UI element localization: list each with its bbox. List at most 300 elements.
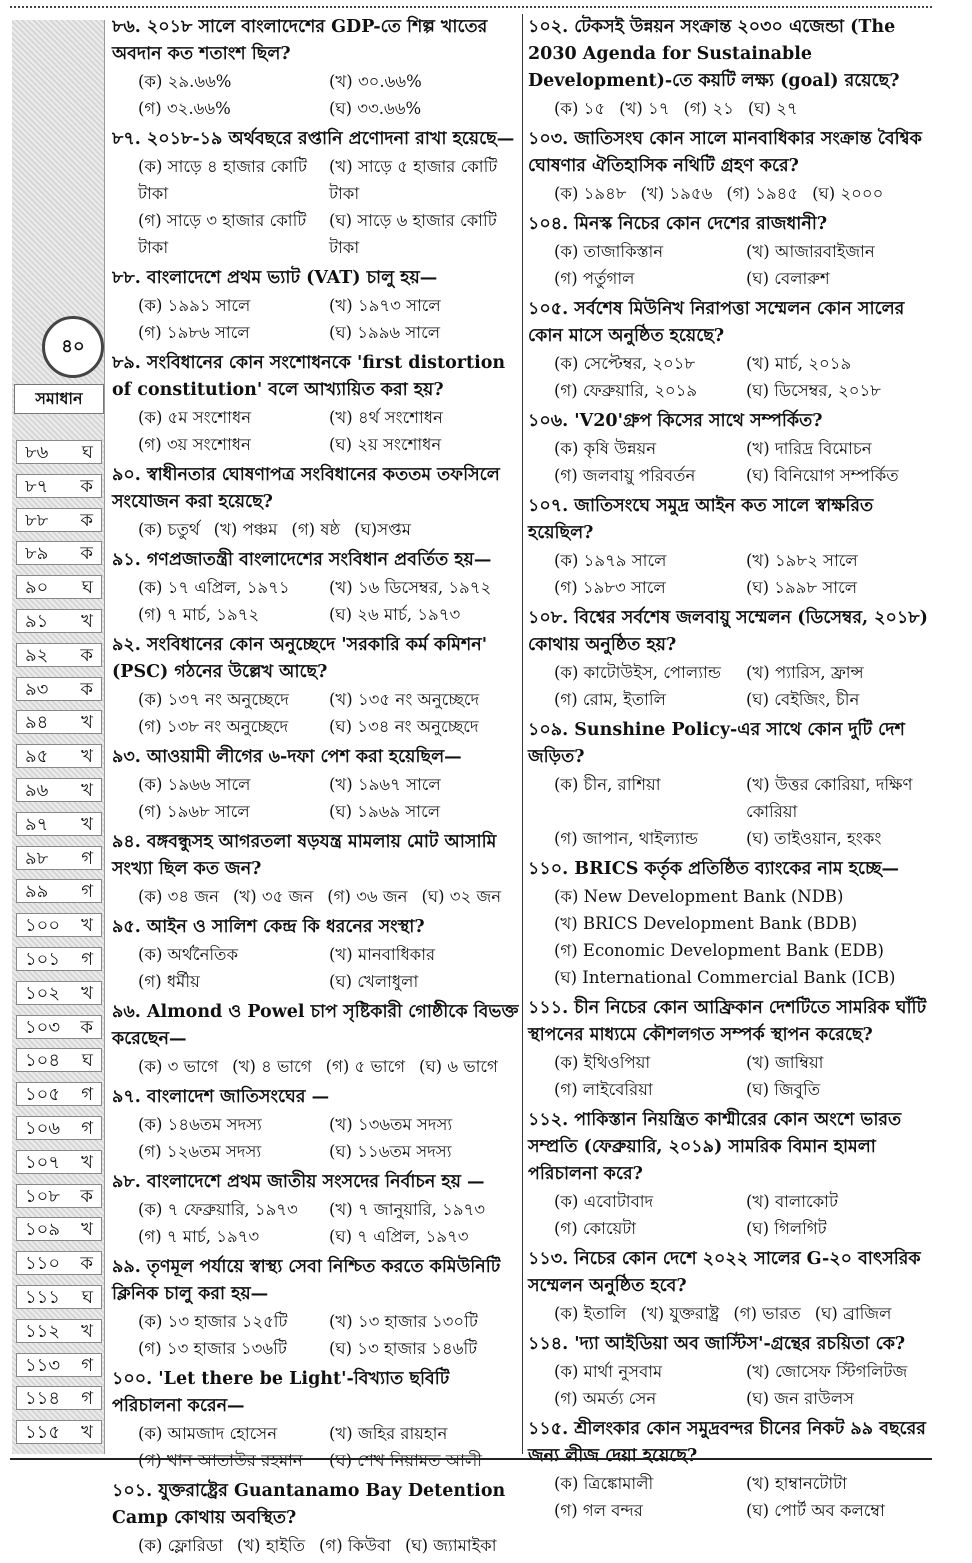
question-text: ৯৬. Almond ও Powel চাপ সৃষ্টিকারী গোষ্ঠীকে বিভক্ত করেছেন— <box>112 1002 519 1049</box>
answer-option: (ক) মার্থা নুসবাম <box>554 1362 663 1381</box>
answer-number: ১০৬ <box>25 1118 61 1139</box>
answer-option: (ঘ) ডিসেম্বর, ২০১৮ <box>746 381 881 400</box>
answer-option: (খ) ৩৫ জন <box>232 887 314 906</box>
answer-option: (গ) ৫ ভাগে <box>325 1057 406 1076</box>
answer-option: (খ) যুক্তরাষ্ট্র <box>640 1304 720 1323</box>
answer-number: ৮৯ <box>25 543 49 565</box>
answer-option: (ঘ) ২য় সংশোধন <box>329 435 442 454</box>
answer-option: (ঘ) বিনিয়োগ সম্পর্কিত <box>746 466 899 485</box>
answer-option: (ক) ১৯৬৬ সালে <box>138 775 251 794</box>
question-block <box>528 493 938 601</box>
answer-option: (ক) ১৯৭৯ সালে <box>554 551 667 570</box>
answer-letter: ক <box>80 475 93 497</box>
answer-option: (ঘ) ৬ ভাগে <box>419 1057 498 1076</box>
answer-option: (ঘ) পোর্ট অব কলম্বো <box>746 1501 885 1520</box>
answer-letter: ঘ <box>81 1287 93 1308</box>
question-block <box>528 717 938 852</box>
answer-option: (ক) কৃষি উন্নয়ন <box>554 439 657 458</box>
question-block <box>528 296 938 404</box>
answer-key-row <box>16 812 102 836</box>
answer-key-row <box>16 778 102 802</box>
answer-option: (ঘ) জ্যামাইকা <box>404 1536 497 1555</box>
solution-title: সমাধান <box>14 384 104 414</box>
answer-letter: খ <box>81 813 93 835</box>
left-question-column <box>112 14 520 1563</box>
answer-key-row <box>16 710 102 734</box>
answer-number: ৯৪ <box>25 712 49 734</box>
answer-number: ১১১ <box>25 1287 61 1308</box>
answer-letter: খ <box>81 1219 93 1241</box>
answer-key-row <box>16 1420 102 1444</box>
answer-key-row <box>16 981 102 1005</box>
answer-option: (খ) ১৯৬৭ সালে <box>329 775 441 794</box>
answer-key-row <box>16 609 102 633</box>
options-grid <box>112 883 520 910</box>
answer-option: (ক) ইতালি <box>554 1304 627 1323</box>
answer-number: ১১০ <box>25 1253 61 1275</box>
question-block <box>112 265 520 346</box>
answer-number: ১০৫ <box>25 1084 61 1106</box>
answer-number: ১০০ <box>25 915 61 937</box>
answer-option: (গ) ৩য় সংশোধন <box>138 435 251 454</box>
answer-option: (ঘ) ৭ এপ্রিল, ১৯৭৩ <box>329 1227 469 1246</box>
options-grid <box>112 686 520 740</box>
answer-option: (গ) কিউবা <box>318 1536 391 1555</box>
question-block <box>112 632 520 740</box>
answer-option: (খ) ১৩৬তম সদস্য <box>329 1115 453 1134</box>
answer-option: (ক) ১৭ এপ্রিল, ১৯৭১ <box>138 578 290 597</box>
answer-option: (ক) ৩৪ জন <box>138 887 219 906</box>
answer-option: (খ) ১৭ <box>619 99 670 118</box>
answer-option: (গ) ১৯৬৮ সালে <box>138 802 250 821</box>
answer-option: (ক) ১৩৭ নং অনুচ্ছেদে <box>138 690 289 709</box>
answer-number: ১০৩ <box>25 1016 61 1038</box>
question-text: ১১৫. শ্রীলংকার কোন সমুদ্রবন্দর চীনের নিকট ৯৯ বছরের জন্য লীজ দেয়া হয়েছে? <box>528 1419 926 1466</box>
answer-key-row <box>16 677 102 701</box>
options-grid <box>112 1053 520 1080</box>
answer-letter: ক <box>80 509 93 531</box>
answer-key-row <box>16 1048 102 1072</box>
answer-option: (ঘ) গিলগিট <box>746 1219 827 1238</box>
answer-option: (খ) জহির রায়হান <box>329 1424 448 1443</box>
answer-option: (ক) ৩ ভাগে <box>138 1057 219 1076</box>
answer-option: (গ) ৭ মার্চ, ১৯৭৩ <box>138 1227 260 1246</box>
answer-option: (খ) মানবাধিকার <box>329 945 436 964</box>
options-grid <box>112 1196 520 1250</box>
question-text: ৯৪. বঙ্গবন্ধুসহ আগরতলা ষড়যন্ত্র মামলায় মোট আসামি সংখ্যা ছিল কত জন? <box>112 832 497 879</box>
question-block <box>112 1254 520 1362</box>
options-grid <box>112 1111 520 1165</box>
options-grid <box>112 516 520 543</box>
answer-key-row <box>16 1217 102 1241</box>
answer-option: (খ) ৭ জানুয়ারি, ১৯৭৩ <box>329 1200 485 1219</box>
answer-option: (গ) পর্তুগাল <box>554 269 635 288</box>
answer-option: (খ) সাড়ে ৫ হাজার কোটি টাকা <box>329 157 498 203</box>
answer-option: (ক) তাজাকিস্তান <box>554 242 664 261</box>
question-text: ১১১. চীন নিচের কোন আফ্রিকান দেশটিতে সামরিক ঘাঁটি স্থাপনের মাধ্যমে কৌশলগত সম্পর্ক স্থাপন করেছে? <box>528 998 927 1045</box>
answer-option: (খ) জোসেফ স্টিগলিটজ <box>746 1362 908 1381</box>
answer-option: (ক) ৫ম সংশোধন <box>138 408 252 427</box>
answer-option: (ঘ) ৩২ জন <box>421 887 502 906</box>
answer-option: (ঘ) বেলারুশ <box>746 269 830 288</box>
answer-option: (গ) অমর্ত্য সেন <box>554 1389 657 1408</box>
answer-option: (ক) ৭ ফেব্রুয়ারি, ১৯৭৩ <box>138 1200 298 1219</box>
question-text: ১১২. পাকিস্তান নিয়ন্ত্রিত কাশ্মীরের কোন অংশে ভারত সম্প্রতি (ফেব্রুয়ারি, ২০১৯) সামরিক বিমান হামলা পরিচালনা করে? <box>528 1110 902 1184</box>
options-grid <box>112 1308 520 1362</box>
answer-number: ১১৪ <box>25 1388 61 1410</box>
answer-number: ১১৫ <box>25 1422 61 1444</box>
answer-option: (ক) সাড়ে ৪ হাজার কোটি টাকা <box>138 157 308 203</box>
question-block <box>528 408 938 489</box>
answer-option: (ক) ২৯.৬৬% <box>138 72 232 91</box>
question-block <box>112 1084 520 1165</box>
answer-key-row <box>16 744 102 768</box>
options-grid <box>528 180 938 207</box>
answer-option: (গ) সাড়ে ৩ হাজার কোটি টাকা <box>138 211 307 257</box>
answer-letter: ক <box>80 1253 93 1275</box>
answer-option: (ঘ) বেইজিং, চীন <box>746 690 860 709</box>
top-dotted-rule <box>10 6 932 8</box>
answer-key-row <box>16 1285 102 1309</box>
question-text: ৯৫. আইন ও সালিশ কেন্দ্র কি ধরনের সংস্থা? <box>112 917 425 937</box>
question-block <box>528 605 938 713</box>
answer-option: (গ) গল বন্দর <box>554 1501 643 1520</box>
bottom-rule <box>10 1458 932 1460</box>
question-text: ৯০. স্বাধীনতার ঘোষণাপত্র সংবিধানের কততম তফসিলে সংযোজন করা হয়েছে? <box>112 465 500 512</box>
answer-option: (গ) ধর্মীয় <box>138 972 200 991</box>
answer-letter: ঘ <box>81 1050 93 1072</box>
answer-number: ৯৩ <box>25 678 49 700</box>
options-grid <box>528 238 938 292</box>
options-grid <box>112 1420 520 1474</box>
answer-key-row <box>16 440 102 464</box>
answer-option: (খ) হাম্বানটোটা <box>746 1474 847 1493</box>
question-text: ১১৩. নিচের কোন দেশে ২০২২ সালের G-২০ বাৎসরিক সম্মেলন অনুষ্ঠিত হবে? <box>528 1249 921 1296</box>
answer-option: (ক) চতুর্থ <box>138 520 200 539</box>
options-grid <box>528 547 938 601</box>
answer-key-row <box>16 1353 102 1377</box>
answer-option: (ঘ) ২০০০ <box>812 184 884 203</box>
answer-option: (ক) এবোটাবাদ <box>554 1192 654 1211</box>
answer-key-row <box>16 913 102 937</box>
options-grid <box>112 153 520 261</box>
question-block <box>528 1246 938 1327</box>
answer-key-row <box>16 1251 102 1275</box>
answer-option: (ঘ) ১৯৯৬ সালে <box>329 323 441 342</box>
answer-number: ৮৬ <box>25 442 49 463</box>
question-text: ৯৯. তৃণমূল পর্যায়ে স্বাস্থ্য সেবা নিশ্চিত করতে কমিউনিটি ক্লিনিক চালু করা হয়— <box>112 1257 501 1304</box>
answer-key-row <box>16 1386 102 1410</box>
answer-letter: ক <box>80 1185 93 1207</box>
question-block <box>528 1331 938 1412</box>
answer-letter: খ <box>81 712 93 734</box>
answer-option: (ঘ) ১৯৯৮ সালে <box>746 578 857 597</box>
answer-number: ৯৮ <box>25 847 49 869</box>
answer-option: (গ) ১৯৮৩ সালে <box>554 578 666 597</box>
answer-option: (গ) ১৩৮ নং অনুচ্ছেদে <box>138 717 289 736</box>
options-grid <box>528 435 938 489</box>
answer-option: (ক) ফ্লোরিডা <box>138 1536 223 1555</box>
answer-letter: ঘ <box>81 577 93 599</box>
right-question-column <box>528 14 938 1528</box>
answer-key-row <box>16 1319 102 1343</box>
question-block <box>528 14 938 122</box>
answer-option: (ক) কাটোউইস, পোল্যান্ড <box>554 663 721 682</box>
answer-option: (গ) কোয়েটা <box>554 1219 637 1238</box>
answer-number: ৯৯ <box>25 881 49 903</box>
question-block <box>112 914 520 995</box>
answer-letter: গ <box>81 949 93 970</box>
answer-option: (গ) জাপান, থাইল্যান্ড <box>554 829 698 848</box>
column-divider <box>522 14 523 1454</box>
question-text: ১০২. টেকসই উন্নয়ন সংক্রান্ত ২০৩০ এজেন্ডা (The 2030 Agenda for Sustainable Development)-তে কয়টি লক্ষ্য (goal) রয়েছে? <box>528 17 900 91</box>
answer-option: (ঘ) সাড়ে ৬ হাজার কোটি টাকা <box>329 211 497 257</box>
options-grid <box>112 941 520 995</box>
question-text: ৯১. গণপ্রজাতন্ত্রী বাংলাদেশের সংবিধান প্রবর্তিত হয়— <box>112 550 492 570</box>
answer-option: (ঘ) ১১৬তম সদস্য <box>329 1142 452 1161</box>
question-text: ৮৮. বাংলাদেশে প্রথম ভ্যাট (VAT) চালু হয়— <box>112 268 438 288</box>
answer-option: (গ) ১৯৮৬ সালে <box>138 323 250 342</box>
answer-letter: খ <box>81 982 93 1004</box>
answer-option: (গ) জলবায়ু পরিবর্তন <box>554 466 696 485</box>
question-block <box>528 856 938 991</box>
question-text: ৮৯. সংবিধানের কোন সংশোধনকে 'first distortion of constitution' বলে আখ্যায়িত করা হয়? <box>112 353 506 400</box>
question-text: ৯২. সংবিধানের কোন অনুচ্ছেদে 'সরকারি কর্ম কমিশন' (PSC) গঠনের উল্লেখ আছে? <box>112 635 488 682</box>
answer-number: ১০৪ <box>25 1050 61 1072</box>
question-text: ৮৭. ২০১৮-১৯ অর্থবছরে রপ্তানি প্রণোদনা রাখা হয়েছে— <box>112 129 515 149</box>
question-block <box>112 462 520 543</box>
question-text: ৯৭. বাংলাদেশ জাতিসংঘের — <box>112 1087 330 1107</box>
answer-number: ৮৮ <box>25 509 49 531</box>
question-text: ১০৮. বিশ্বের সর্বশেষ জলবায়ু সম্মেলন (ডিসেম্বর, ২০১৮) কোথায় অনুষ্ঠিত হয়? <box>528 608 928 655</box>
question-block <box>528 995 938 1103</box>
answer-option: (গ) ষষ্ঠ <box>291 520 341 539</box>
answer-option: (ঘ) ১৩৪ নং অনুচ্ছেদে <box>329 717 479 736</box>
answer-option: (ঘ) খেলাধুলা <box>329 972 419 991</box>
answer-letter: খ <box>81 780 93 801</box>
edition-badge: ৪০ <box>42 316 104 378</box>
question-text: ৯৮. বাংলাদেশে প্রথম জাতীয় সংসদের নির্বাচন হয় — <box>112 1172 485 1192</box>
answer-option: (গ) লাইবেরিয়া <box>554 1080 653 1099</box>
options-grid <box>528 1300 938 1327</box>
options-grid <box>528 771 938 852</box>
options-grid <box>112 68 520 122</box>
question-block <box>112 744 520 825</box>
options-grid <box>112 404 520 458</box>
answer-letter: গ <box>81 847 93 869</box>
answer-option: (গ) ১২৬তম সদস্য <box>138 1142 262 1161</box>
answer-letter: ক <box>80 678 93 700</box>
answer-option: (খ) দারিদ্র বিমোচন <box>746 439 872 458</box>
answer-option: (ক) ১৫ <box>554 99 606 118</box>
answer-option: (খ) প্যারিস, ফ্রান্স <box>746 663 864 682</box>
answer-number: ৯১ <box>25 611 49 632</box>
answer-option: (গ) ২১ <box>683 99 734 118</box>
answer-number: ১১৩ <box>25 1354 61 1376</box>
answer-number: ৮৭ <box>25 475 49 497</box>
answer-key-row <box>16 508 102 532</box>
answer-letter: খ <box>81 746 93 768</box>
options-grid <box>528 1188 938 1242</box>
answer-letter: খ <box>81 915 93 937</box>
answer-option: (ক) অর্থনৈতিক <box>138 945 239 964</box>
options-grid <box>528 350 938 404</box>
answer-option: (খ) ১৯৫৬ <box>640 184 713 203</box>
answer-letter: খ <box>81 611 93 632</box>
answer-option: (ঘ) জিবুতি <box>746 1080 821 1099</box>
answer-option: (খ) ৪ ভাগে <box>232 1057 312 1076</box>
options-grid <box>528 1470 938 1524</box>
question-block <box>528 1416 938 1524</box>
answer-option: (ঘ) শেখ নিয়ামত আলী <box>329 1451 482 1470</box>
answer-option: (গ) ১৩ হাজার ১৩৬টি <box>138 1339 287 1358</box>
answer-option: (ঘ) ব্রাজিল <box>814 1304 892 1323</box>
answer-letter: ঘ <box>81 442 93 463</box>
options-grid <box>528 1049 938 1103</box>
answer-number: ১০৮ <box>25 1185 61 1207</box>
answer-option: (খ) ৩০.৬৬% <box>329 72 422 91</box>
answer-option: (ঘ) ৩৩.৬৬% <box>329 99 422 118</box>
question-block <box>112 126 520 261</box>
question-block <box>528 1107 938 1242</box>
answer-option: (ঘ) ১৯৬৯ সালে <box>329 802 441 821</box>
question-text: ১১৪. 'দ্যা আইডিয়া অব জাস্টিস'-গ্রন্থের রচয়িতা কে? <box>528 1334 906 1354</box>
answer-letter: খ <box>81 1320 93 1342</box>
answer-option: (খ) ১৯৮২ সালে <box>746 551 858 570</box>
answer-number: ৯৫ <box>25 746 49 768</box>
options-grid <box>528 883 938 991</box>
answer-number: ১০৯ <box>25 1219 61 1241</box>
question-block <box>112 14 520 122</box>
options-grid <box>528 1358 938 1412</box>
answer-option: (ক) ১৯৯১ সালে <box>138 296 251 315</box>
answer-option: (ক) ১৩ হাজার ১২৫টি <box>138 1312 288 1331</box>
answer-option: (গ) ৩৬ জন <box>327 887 408 906</box>
answer-option: (ক) ১৪৬তম সদস্য <box>138 1115 262 1134</box>
answer-option: (খ) জাম্বিয়া <box>746 1053 824 1072</box>
answer-option: (খ) ১৩৫ নং অনুচ্ছেদে <box>329 690 480 709</box>
answer-number: ৯২ <box>25 644 49 666</box>
answer-option: (খ) ১৬ ডিসেম্বর, ১৯৭২ <box>329 578 492 597</box>
answer-option: (ঘ) তাইওয়ান, হংকং <box>746 829 882 848</box>
question-text: ১০০. 'Let there be Light'-বিখ্যাত ছবিটি পরিচালনা করেন— <box>112 1369 450 1416</box>
answer-option: (গ) ৭ মার্চ, ১৯৭২ <box>138 605 260 624</box>
answer-key-row <box>16 846 102 870</box>
answer-number: ১০৭ <box>25 1151 61 1173</box>
answer-option: (ক) ইথিওপিয়া <box>554 1053 651 1072</box>
answer-option: (খ) ১৯৭৩ সালে <box>329 296 441 315</box>
answer-number: ৯০ <box>25 577 49 599</box>
answer-key-row <box>16 879 102 903</box>
answer-option: (গ) ফেব্রুয়ারি, ২০১৯ <box>554 381 698 400</box>
answer-option: (ক) চীন, রাশিয়া <box>554 775 661 794</box>
answer-option: (খ) বালাকোট <box>746 1192 838 1211</box>
answer-letter: খ <box>81 1151 93 1173</box>
question-text: ১০৩. জাতিসংঘ কোন সালে মানবাধিকার সংক্রান্ত বৈশ্বিক ঘোষণার ঐতিহাসিক নথিটি গ্রহণ করে? <box>528 129 922 176</box>
answer-key-row <box>16 541 102 565</box>
question-text: ৮৬. ২০১৮ সালে বাংলাদেশের GDP-তে শিল্প খাতের অবদান কত শতাংশ ছিল? <box>112 17 488 64</box>
answer-option: (খ) BRICS Development Bank (BDB) <box>554 914 858 933</box>
answer-option: (ঘ) International Commercial Bank (ICB) <box>554 968 896 987</box>
answer-option: (খ) আজারবাইজান <box>746 242 875 261</box>
answer-option: (ক) সেপ্টেম্বর, ২০১৮ <box>554 354 696 373</box>
options-grid <box>528 659 938 713</box>
answer-key-row <box>16 1082 102 1106</box>
options-grid <box>112 292 520 346</box>
answer-option: (ঘ) ২৬ মার্চ, ১৯৭৩ <box>329 605 461 624</box>
question-text: ১০৬. 'V20'গ্রুপ কিসের সাথে সম্পর্কিত? <box>528 411 823 431</box>
question-block <box>528 211 938 292</box>
answer-option: (গ) ৩২.৬৬% <box>138 99 231 118</box>
question-text: ৯৩. আওয়ামী লীগের ৬-দফা পেশ করা হয়েছিল— <box>112 747 462 767</box>
question-block <box>112 1169 520 1250</box>
answer-option: (খ) ৪র্থ সংশোধন <box>329 408 443 427</box>
answer-option: (খ) মার্চ, ২০১৯ <box>746 354 852 373</box>
answer-option: (গ) খান আতাউর রহমান <box>138 1451 303 1470</box>
answer-key-row <box>16 1184 102 1208</box>
question-block <box>112 1478 520 1559</box>
question-text: ১০৯. Sunshine Policy-এর সাথে কোন দুটি দেশ জড়িত? <box>528 720 905 767</box>
question-block <box>528 126 938 207</box>
answer-letter: ক <box>80 1016 93 1038</box>
options-grid <box>112 771 520 825</box>
answer-option: (ঘ) ২৭ <box>747 99 798 118</box>
answer-number: ১০১ <box>25 949 61 970</box>
answer-letter: খ <box>81 1422 93 1444</box>
answer-option: (খ) ১৩ হাজার ১৩০টি <box>329 1312 478 1331</box>
answer-number: ৯৭ <box>25 813 49 835</box>
answer-option: (ক) New Development Bank (NDB) <box>554 887 844 906</box>
answer-key-row <box>16 1015 102 1039</box>
answer-letter: ক <box>80 543 93 565</box>
answer-option: (খ) উত্তর কোরিয়া, দক্ষিণ কোরিয়া <box>746 775 913 821</box>
question-block <box>112 547 520 628</box>
question-text: ১১০. BRICS কর্তৃক প্রতিষ্ঠিত ব্যাংকের নাম হচ্ছে— <box>528 859 900 879</box>
answer-option: (গ) ১৯৪৫ <box>726 184 799 203</box>
answer-option: (ক) ত্রিঙ্কোমালী <box>554 1474 654 1493</box>
answer-option: (গ) রোম, ইতালি <box>554 690 666 709</box>
answer-option: (খ) হাইতি <box>236 1536 305 1555</box>
answer-key-row <box>16 474 102 498</box>
answer-option: (ঘ) জন রাউলস <box>746 1389 855 1408</box>
options-grid <box>112 1532 520 1559</box>
answer-letter: গ <box>81 1084 93 1106</box>
answer-key-row <box>16 947 102 971</box>
question-text: ১০৭. জাতিসংঘে সমুদ্র আইন কত সালে স্বাক্ষরিত হয়েছিল? <box>528 496 874 543</box>
answer-key-row <box>16 1150 102 1174</box>
answer-option: (খ) পঞ্চম <box>213 520 278 539</box>
answer-number: ১১২ <box>25 1320 61 1342</box>
question-block <box>112 999 520 1080</box>
answer-letter: গ <box>81 1118 93 1139</box>
answer-letter: গ <box>81 1388 93 1410</box>
answer-letter: গ <box>81 881 93 903</box>
question-text: ১০৫. সর্বশেষ মিউনিখ নিরাপত্তা সম্মেলন কোন সালের কোন মাসে অনুষ্ঠিত হয়েছে? <box>528 299 905 346</box>
answer-key-row <box>16 643 102 667</box>
answer-option: (গ) ভারত <box>733 1304 801 1323</box>
answer-option: (গ) Economic Development Bank (EDB) <box>554 941 884 960</box>
answer-number: ১০২ <box>25 982 61 1004</box>
answer-key-row <box>16 1116 102 1140</box>
question-text: ১০৪. মিনস্ক নিচের কোন দেশের রাজধানী? <box>528 214 828 234</box>
answer-letter: ক <box>80 644 93 666</box>
options-grid <box>528 95 938 122</box>
answer-option: (ঘ) ১৩ হাজার ১৪৬টি <box>329 1339 478 1358</box>
answer-key-row <box>16 575 102 599</box>
answer-option: (ক) আমজাদ হোসেন <box>138 1424 278 1443</box>
answer-option: (ক) ১৯৪৮ <box>554 184 627 203</box>
answer-number: ৯৬ <box>25 780 49 801</box>
